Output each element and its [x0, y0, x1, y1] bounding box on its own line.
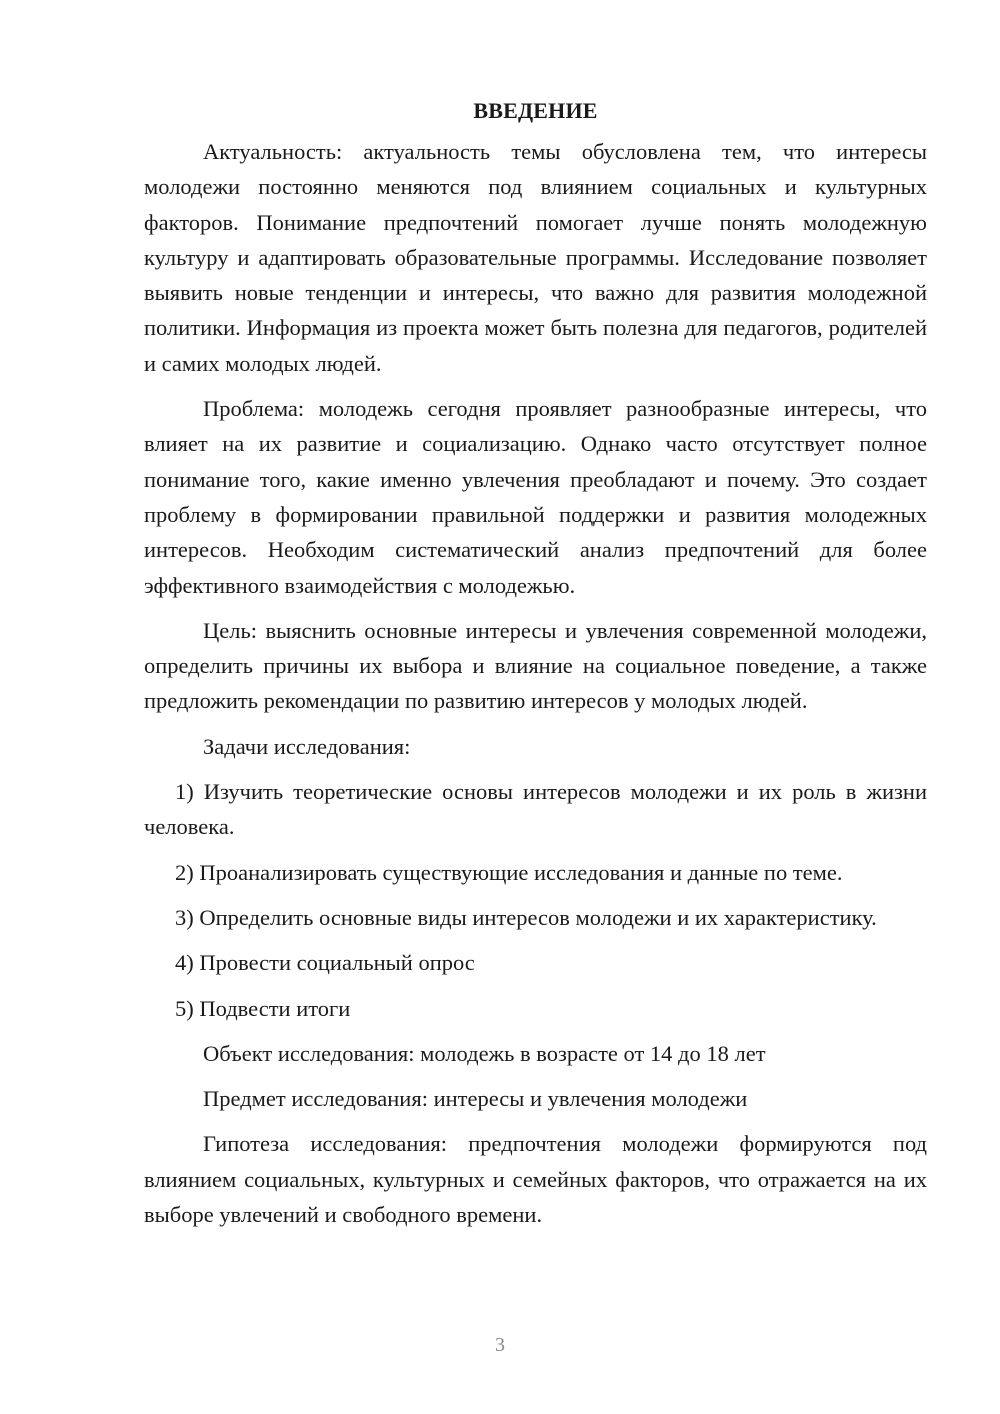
tasks-title: Задачи исследования:: [203, 733, 411, 759]
task-item-2: 2) Проанализировать существующие исследования и данные по теме.: [175, 859, 843, 885]
document-body: [144, 96, 927, 1242]
goal-paragraph: Цель: выяснить основные интересы и увлечения современной молодежи, определить причины их выбора и влияние на социальное поведение, а также предложить рекомендации по развитию интересов у молодых людей.: [144, 617, 927, 714]
section-heading: ВВЕДЕНИЕ: [473, 98, 598, 123]
page-number: 3: [495, 1334, 505, 1356]
object-paragraph: Объект исследования: молодежь в возрасте от 14 до 18 лет: [203, 1040, 766, 1066]
relevance-paragraph: Актуальность: актуальность темы обусловлена тем, что интересы молодежи постоянно меняются под влиянием социальных и культурных факторов. Понимание предпочтений помогает лучше понять молодежную культуру и адаптировать образовательные программы. Исследование позволяет выявить новые тенденции и интересы, что важно для развития молодежной политики. Информация из проекта может быть полезна для педагогов, родителей и самих молодых людей.: [144, 139, 927, 376]
subject-paragraph: Предмет исследования: интересы и увлечения молодежи: [203, 1086, 748, 1112]
task-item-1: 1) Изучить теоретические основы интересов молодежи и их роль в жизни человека.: [144, 779, 927, 840]
task-item-3: 3) Определить основные виды интересов молодежи и их характеристику.: [175, 904, 877, 930]
problem-paragraph: Проблема: молодежь сегодня проявляет разнообразные интересы, что влияет на их развитие и социализацию. Однако часто отсутствует полное понимание того, какие именно увлечения преобладают и почему. Это создает проблему в формировании правильной поддержки и развития молодежных интересов. Необходим систематический анализ предпочтений для более эффективного взаимодействия с молодежью.: [144, 396, 927, 598]
task-item-4: 4) Провести социальный опрос: [175, 950, 475, 976]
task-item-5: 5) Подвести итоги: [175, 995, 351, 1021]
hypothesis-paragraph: Гипотеза исследования: предпочтения молодежи формируются под влиянием социальных, культурных и семейных факторов, что отражается на их выборе увлечений и свободного времени.: [144, 1131, 927, 1228]
